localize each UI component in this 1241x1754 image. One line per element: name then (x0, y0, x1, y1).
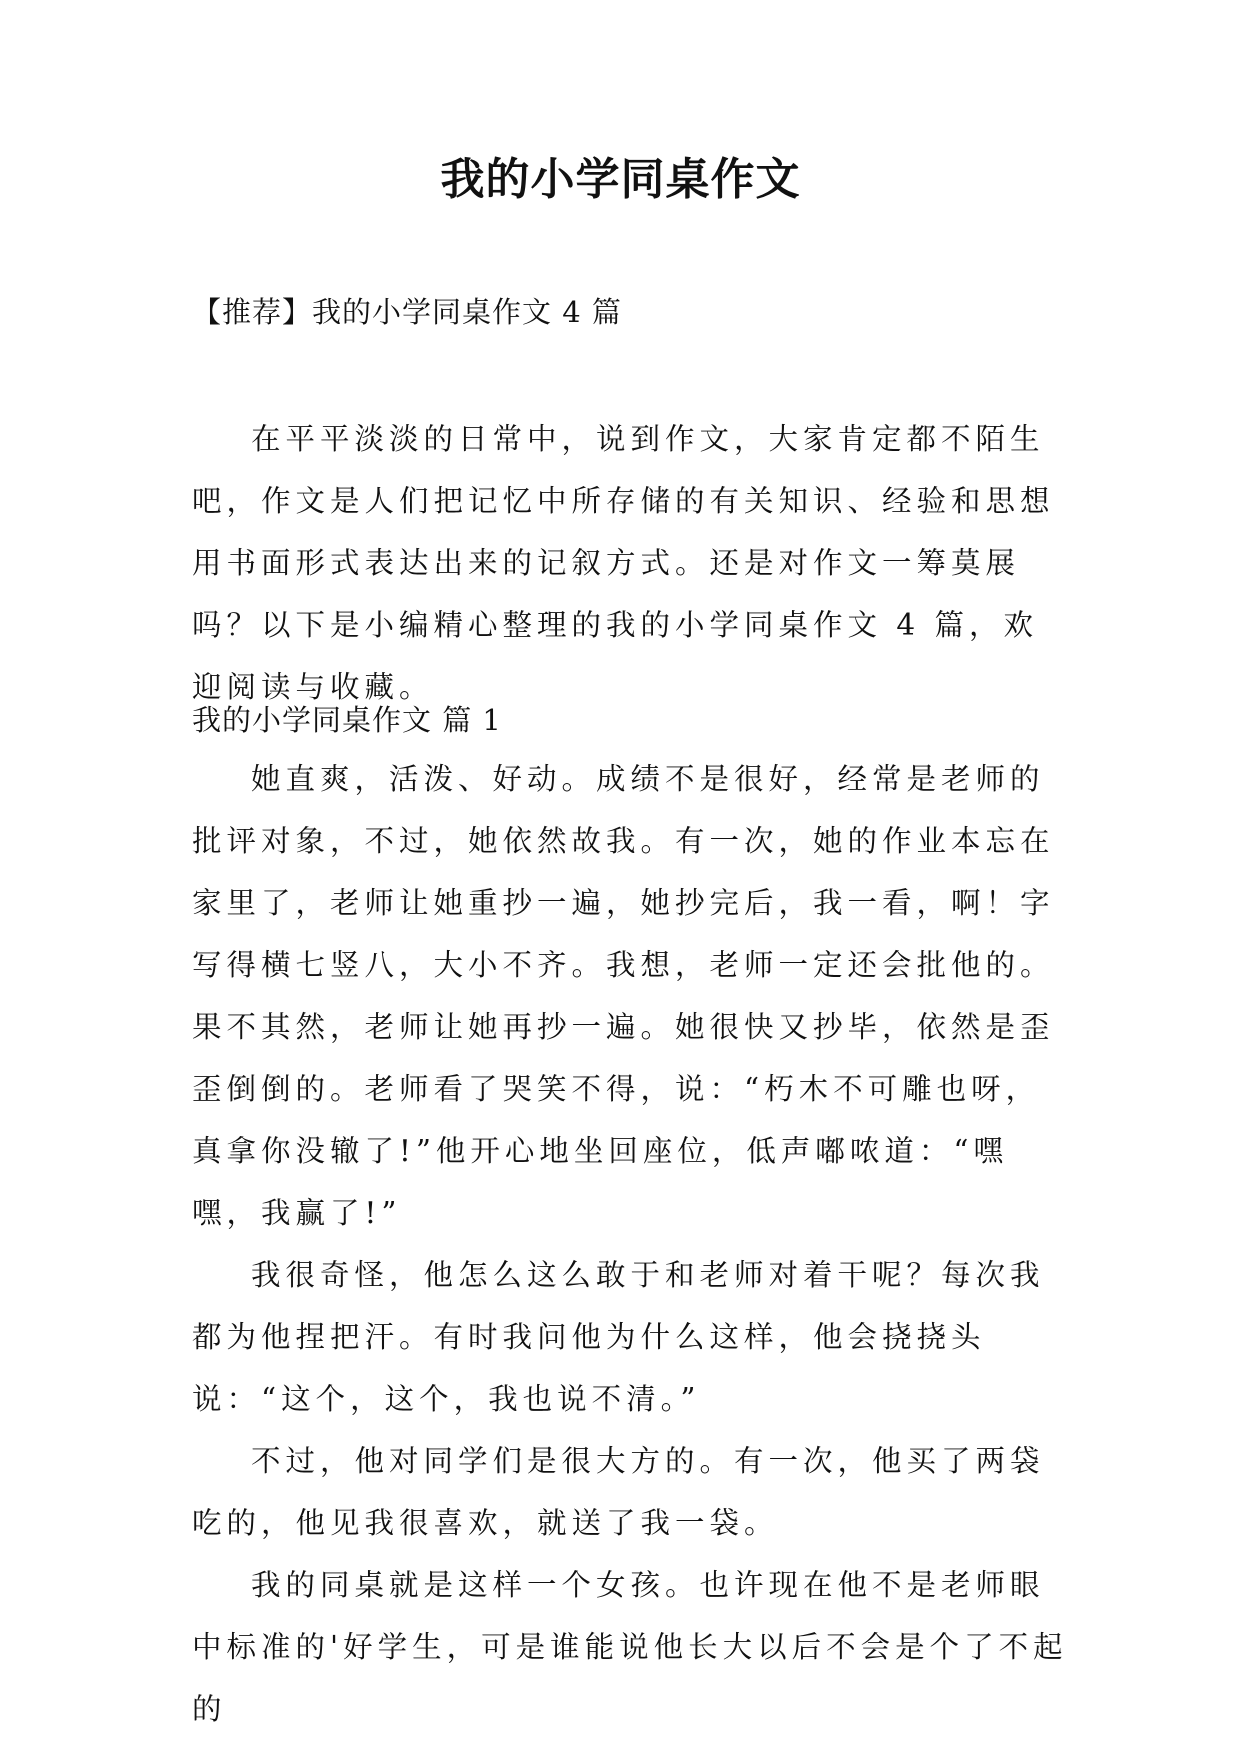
article-body (192, 748, 1072, 1740)
article-paragraph-3: 不过，他对同学们是很大方的。有一次，他买了两袋吃的，他见我很喜欢，就送了我一袋。 (192, 1444, 1045, 1540)
article-paragraph-2: 我很奇怪，他怎么这么敢于和老师对着干呢？每次我都为他捏把汗。有时我问他为什么这样，他会挠挠头说：“这个，这个，我也说不清。” (192, 1258, 1045, 1416)
article-paragraph-4: 我的同桌就是这样一个女孩。也许现在他不是老师眼中标准的'好学生，可是谁能说他长大以后不会是个了不起的 (192, 1568, 1068, 1726)
document-subtitle: 【推荐】我的小学同桌作文 4 篇 (192, 295, 622, 329)
section-heading: 我的小学同桌作文 篇 1 (192, 703, 502, 737)
article-paragraph-1: 她直爽，活泼、好动。成绩不是很好，经常是老师的批评对象，不过，她依然故我。有一次，她的作业本忘在家里了，老师让她重抄一遍，她抄完后，我一看，啊！字写得横七竖八，大小不齐。我想，老师一定还会批他的。果不其然，老师让她再抄一遍。她很快又抄毕，依然是歪歪倒倒的。老师看了哭笑不得，说：“朽木不可雕也呀，真拿你没辙了!”他开心地坐回座位，低声嘟哝道：“嘿嘿，我赢了!” (192, 762, 1055, 1230)
document-title: 我的小学同桌作文 (440, 154, 801, 205)
intro-section (192, 408, 1072, 718)
intro-paragraph: 在平平淡淡的日常中，说到作文，大家肯定都不陌生吧，作文是人们把记忆中所存储的有关知识、经验和思想用书面形式表达出来的记叙方式。还是对作文一筹莫展吗？以下是小编精心整理的我的小学同桌作文 4 篇，欢迎阅读与收藏。 (192, 422, 1055, 704)
